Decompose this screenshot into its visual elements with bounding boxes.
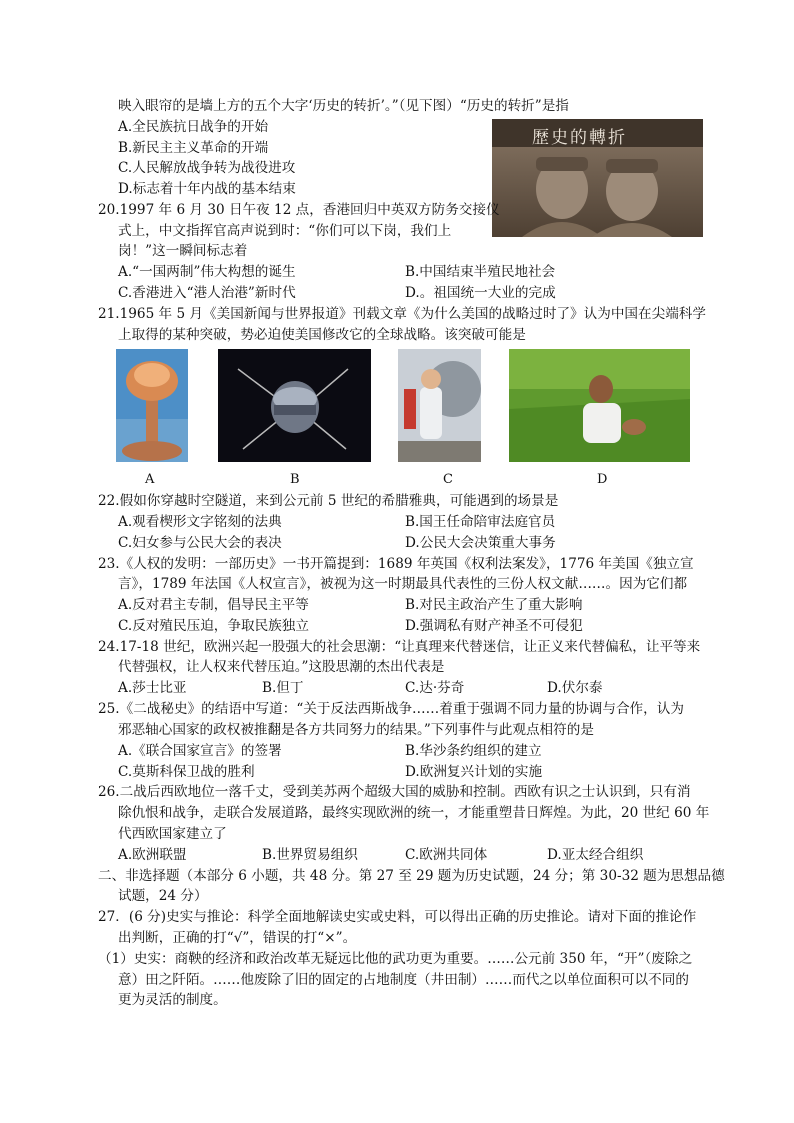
q23-option-b: B.对民主政治产生了重大影响	[405, 597, 583, 613]
q23-option-c: C.反对殖民压迫，争取民族独立	[118, 618, 309, 634]
q22-stem: 22.假如你穿越时空隧道，来到公元前 5 世纪的希腊雅典，可能遇到的场景是	[98, 493, 559, 509]
q21-stem-line2: 上取得的某种突破，势必迫使美国修改它的全球战略。该突破可能是	[118, 327, 526, 343]
q26-option-a: A.欧洲联盟	[118, 847, 187, 863]
q22-option-b: B.国王任命陪审法庭官员	[405, 514, 556, 530]
q24-option-b: B.但丁	[262, 680, 304, 696]
q19-relief-image	[492, 119, 703, 237]
q24-option-c: C.达·芬奇	[405, 680, 465, 696]
q21-image-d-rice-field	[509, 349, 690, 462]
q26-option-d: D.亚太经合组织	[547, 847, 644, 863]
q21-image-b-satellite	[218, 349, 371, 462]
q25-option-b: B.华沙条约组织的建立	[405, 743, 542, 759]
q19-stem: 映入眼帘的是墙上方的五个大字‘历史的转折’。”（见下图）“历史的转折”是指	[118, 98, 569, 114]
q27-line1: 27．(6 分)史实与推论：科学全面地解读史实或史料，可以得出正确的历史推论。请对下面的推论作	[98, 909, 697, 925]
q26-stem-line2: 除仇恨和战争，走联合发展道路，最终实现欧洲的统一，才能重塑昔日辉煌。为此，20 世纪 60 年	[118, 805, 710, 821]
q26-option-c: C.欧洲共同体	[405, 847, 488, 863]
q20-option-c: C.香港进入“港人治港”新时代	[118, 285, 296, 301]
q20-stem-line2: 式上，中文指挥官高声说到时：“你们可以下岗，我们上	[118, 223, 452, 239]
q20-option-b: B.中国结束半殖民地社会	[405, 264, 556, 280]
q27-line2: 出判断，正确的打“√”，错误的打“×”。	[118, 930, 357, 946]
q22-option-d: D.公民大会决策重大事务	[405, 535, 556, 551]
q25-option-d: D.欧洲复兴计划的实施	[405, 764, 543, 780]
q20-stem-line3: 岗！”这一瞬间标志着	[118, 243, 248, 259]
section2-heading-line1: 二、非选择题（本部分 6 小题，共 48 分。第 27 至 29 题为历史试题，24 分；第 30-32 题为思想品德	[98, 868, 725, 884]
q19-option-a: A.全民族抗日战争的开始	[118, 119, 269, 135]
q21-stem-line1: 21.1965 年 5 月《美国新闻与世界报道》刊载文章《为什么美国的战略过时了》认为中国在尖端科学	[98, 306, 706, 322]
q20-stem-line1: 20.1997 年 6 月 30 日午夜 12 点，香港回归中英双方防务交接仪	[98, 202, 500, 218]
q27-part1-line3: 更为灵活的制度。	[118, 992, 227, 1008]
q19-option-c: C.人民解放战争转为战役进攻	[118, 160, 296, 176]
q26-option-b: B.世界贸易组织	[262, 847, 358, 863]
q21-label-c: C	[443, 472, 453, 487]
q21-label-d: D	[597, 472, 608, 487]
q23-option-a: A.反对君主专制，倡导民主平等	[118, 597, 309, 613]
q22-option-a: A.观看楔形文字铭刻的法典	[118, 514, 282, 530]
q21-image-c-astronaut	[398, 349, 481, 462]
q26-stem-line3: 代西欧国家建立了	[118, 826, 227, 842]
q19-image-caption: 歷史的轉折	[532, 128, 627, 148]
q21-image-a-mushroom-cloud	[116, 349, 188, 462]
q23-stem-line2: 言》，1789 年法国《人权宣言》，被视为这一时期最具代表性的三份人权文献……。因为它们都	[118, 576, 688, 592]
q24-stem-line1: 24.17-18 世纪，欧洲兴起一股强大的社会思潮：“让真理来代替迷信，让正义来代替偏私，让平等来	[98, 639, 701, 655]
q25-option-c: C.莫斯科保卫战的胜利	[118, 764, 255, 780]
q26-stem-line1: 26.二战后西欧地位一落千丈，受到美苏两个超级大国的威胁和控制。西欧有识之士认识到，只有消	[98, 784, 691, 800]
q21-label-a: A	[145, 472, 155, 487]
q19-option-b: B.新民主主义革命的开端	[118, 140, 269, 156]
q23-option-d: D.强调私有财产神圣不可侵犯	[405, 618, 583, 634]
q20-option-d: D.。祖国统一大业的完成	[405, 285, 556, 301]
q20-option-a: A.“一国两制”伟大构想的诞生	[118, 264, 296, 280]
q27-part1-line1: （1）史实：商鞅的经济和政治改革无疑远比他的武功更为重要。……公元前 350 年，“开”（废除之	[98, 951, 693, 967]
q21-label-b: B	[290, 472, 300, 487]
q23-stem-line1: 23.《人权的发明：一部历史》一书开篇提到：1689 年英国《权利法案发》，1776 年美国《独立宣	[98, 556, 694, 572]
q19-option-d: D.标志着十年内战的基本结束	[118, 181, 296, 197]
q24-option-a: A.莎士比亚	[118, 680, 187, 696]
q25-option-a: A.《联合国家宣言》的签署	[118, 743, 282, 759]
q25-stem-line2: 邪恶轴心国家的政权被推翻是各方共同努力的结果。”下列事件与此观点相符的是	[118, 722, 594, 738]
q24-option-d: D.伏尔泰	[547, 680, 603, 696]
q22-option-c: C.妇女参与公民大会的表决	[118, 535, 282, 551]
q24-stem-line2: 代替强权，让人权来代替压迫。”这股思潮的杰出代表是	[118, 659, 445, 675]
section2-heading-line2: 试题，24 分）	[118, 888, 208, 904]
q25-stem-line1: 25.《二战秘史》的结语中写道：“关于反法西斯战争……着重于强调不同力量的协调与合作，认为	[98, 701, 684, 717]
q27-part1-line2: 意）田之阡陌。……他废除了旧的固定的占地制度（井田制）……而代之以单位面积可以不同的	[118, 972, 689, 988]
